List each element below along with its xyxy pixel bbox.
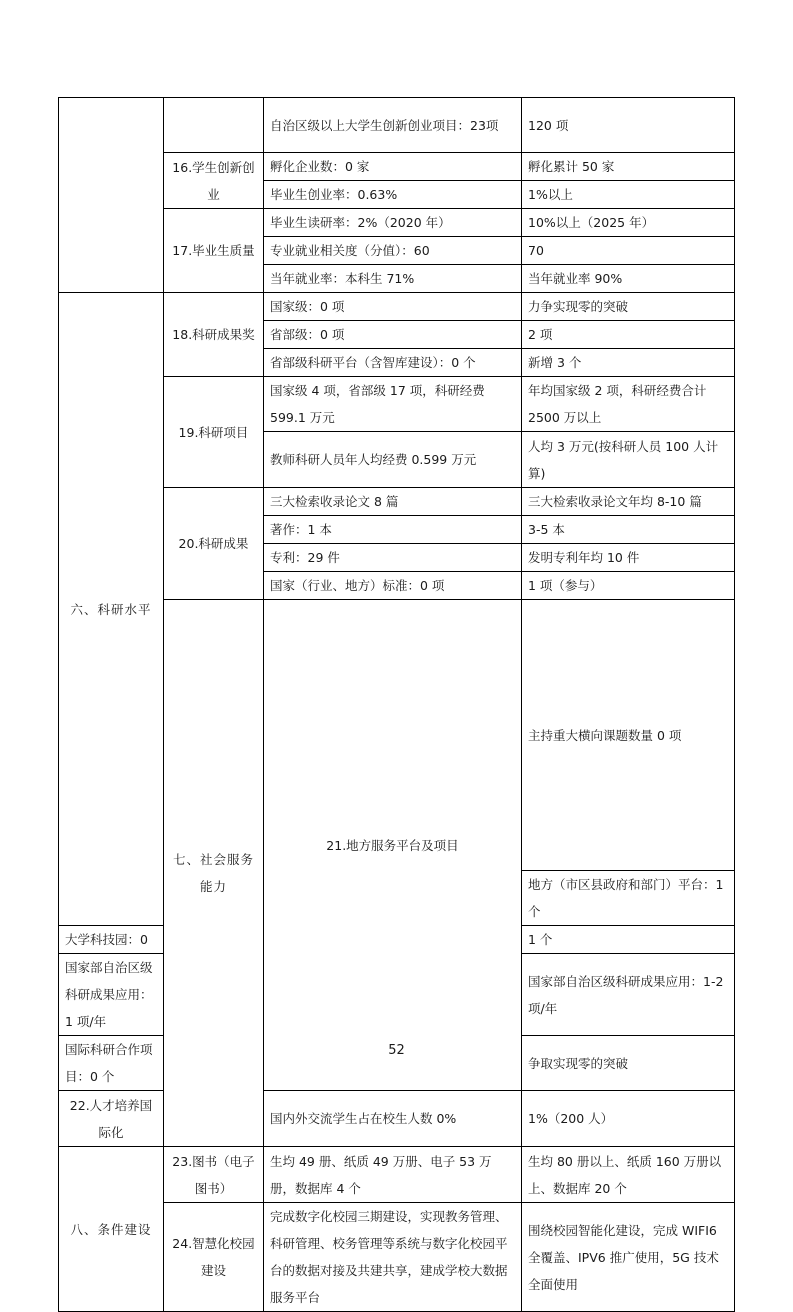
indicator-table bbox=[58, 97, 735, 1312]
baseline-cell: 省部级：0 项 bbox=[264, 321, 522, 349]
table-row bbox=[59, 1091, 735, 1147]
baseline-cell: 专利：29 件 bbox=[264, 544, 522, 572]
baseline-cell: 大学科技园：0 bbox=[59, 926, 164, 954]
baseline-cell: 当年就业率：本科生 71% bbox=[264, 265, 522, 293]
baseline-cell: 毕业生读研率：2%（2020 年） bbox=[264, 209, 522, 237]
target-cell: 1%（200 人） bbox=[522, 1091, 735, 1147]
target-cell: 发明专利年均 10 件 bbox=[522, 544, 735, 572]
indicator-cell: 21.地方服务平台及项目 bbox=[264, 600, 522, 1091]
target-cell: 70 bbox=[522, 237, 735, 265]
target-cell: 力争实现零的突破 bbox=[522, 293, 735, 321]
table-row bbox=[59, 98, 735, 153]
target-cell: 国家部自治区级科研成果应用：1-2 项/年 bbox=[522, 954, 735, 1036]
indicator-cell: 24.智慧化校园建设 bbox=[164, 1203, 264, 1312]
indicator-cell: 17.毕业生质量 bbox=[164, 209, 264, 293]
baseline-cell: 三大检索收录论文 8 篇 bbox=[264, 488, 522, 516]
baseline-cell: 国家级 4 项，省部级 17 项，科研经费 599.1 万元 bbox=[264, 377, 522, 432]
baseline-cell: 国家级：0 项 bbox=[264, 293, 522, 321]
baseline-cell: 著作：1 本 bbox=[264, 516, 522, 544]
baseline-cell: 国际科研合作项目：0 个 bbox=[59, 1036, 164, 1091]
baseline-cell: 孵化企业数：0 家 bbox=[264, 153, 522, 181]
baseline-cell: 省部级科研平台（含智库建设）：0 个 bbox=[264, 349, 522, 377]
table-row bbox=[59, 293, 735, 321]
target-cell: 生均 80 册以上、纸质 160 万册以上、数据库 20 个 bbox=[522, 1147, 735, 1203]
category-cell: 六、科研水平 bbox=[59, 293, 164, 926]
target-cell: 1%以上 bbox=[522, 181, 735, 209]
target-cell: 1 个 bbox=[522, 926, 735, 954]
table-row bbox=[59, 1147, 735, 1203]
baseline-cell: 国家部自治区级科研成果应用：1 项/年 bbox=[59, 954, 164, 1036]
target-cell: 3-5 本 bbox=[522, 516, 735, 544]
baseline-cell: 毕业生创业率：0.63% bbox=[264, 181, 522, 209]
indicator-cell: 19.科研项目 bbox=[164, 377, 264, 488]
category-cell bbox=[59, 98, 164, 293]
baseline-cell: 生均 49 册、纸质 49 万册、电子 53 万册，数据库 4 个 bbox=[264, 1147, 522, 1203]
target-cell: 围绕校园智能化建设，完成 WIFI6 全覆盖、IPV6 推广使用，5G 技术全面使用 bbox=[522, 1203, 735, 1312]
baseline-cell: 主持重大横向课题数量 0 项 bbox=[522, 600, 735, 871]
target-cell: 人均 3 万元(按科研人员 100 人计算) bbox=[522, 432, 735, 488]
target-cell: 1 项（参与） bbox=[522, 572, 735, 600]
category-cell: 八、条件建设 bbox=[59, 1147, 164, 1312]
baseline-cell: 完成数字化校园三期建设，实现教务管理、科研管理、校务管理等系统与数字化校园平台的数据对接及共建共享，建成学校大数据服务平台 bbox=[264, 1203, 522, 1312]
indicator-cell: 16.学生创新创业 bbox=[164, 153, 264, 209]
target-cell: 三大检索收录论文年均 8-10 篇 bbox=[522, 488, 735, 516]
indicator-cell: 22.人才培养国际化 bbox=[59, 1091, 164, 1147]
baseline-cell: 国家（行业、地方）标准：0 项 bbox=[264, 572, 522, 600]
target-cell: 孵化累计 50 家 bbox=[522, 153, 735, 181]
target-cell: 新增 3 个 bbox=[522, 349, 735, 377]
baseline-cell: 国内外交流学生占在校生人数 0% bbox=[264, 1091, 522, 1147]
target-cell: 120 项 bbox=[522, 98, 735, 153]
target-cell: 当年就业率 90% bbox=[522, 265, 735, 293]
target-cell: 争取实现零的突破 bbox=[522, 1036, 735, 1091]
indicator-cell: 18.科研成果奖 bbox=[164, 293, 264, 377]
baseline-cell: 教师科研人员年人均经费 0.599 万元 bbox=[264, 432, 522, 488]
indicator-cell bbox=[164, 98, 264, 153]
target-cell: 2 项 bbox=[522, 321, 735, 349]
baseline-cell: 自治区级以上大学生创新创业项目：23项 bbox=[264, 98, 522, 153]
baseline-cell: 地方（市区县政府和部门）平台：1 个 bbox=[522, 871, 735, 926]
indicator-cell: 20.科研成果 bbox=[164, 488, 264, 600]
category-cell: 七、社会服务能力 bbox=[164, 600, 264, 1147]
page-number: 52 bbox=[388, 1043, 405, 1058]
target-cell: 年均国家级 2 项，科研经费合计 2500 万以上 bbox=[522, 377, 735, 432]
target-cell: 10%以上（2025 年） bbox=[522, 209, 735, 237]
baseline-cell: 专业就业相关度（分值）：60 bbox=[264, 237, 522, 265]
indicator-cell: 23.图书（电子图书） bbox=[164, 1147, 264, 1203]
